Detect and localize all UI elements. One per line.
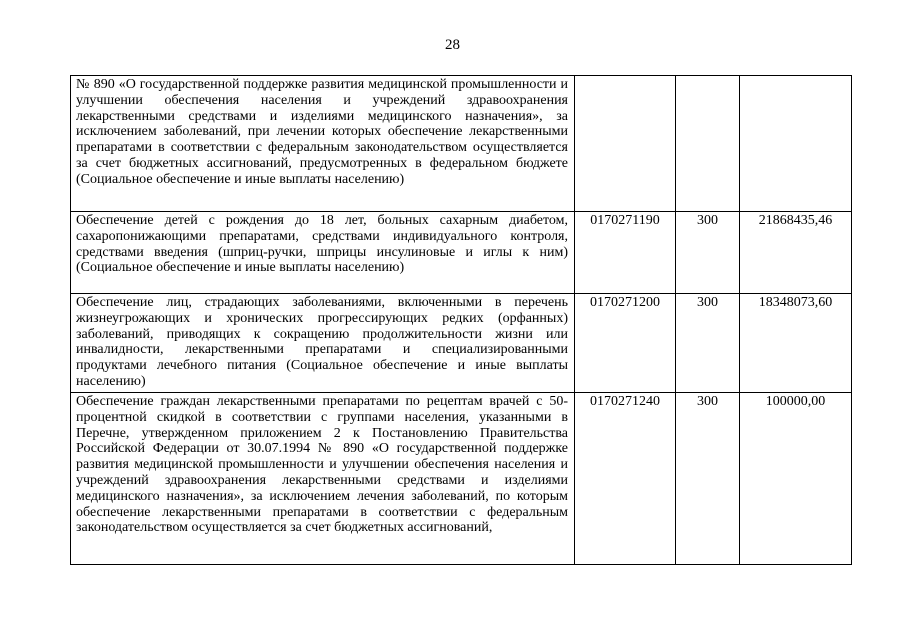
budget-table (70, 75, 852, 565)
row-kind (676, 76, 740, 212)
row-kind: 300 (676, 212, 740, 294)
row-code: 0170271190 (575, 212, 676, 294)
table-row (71, 212, 852, 294)
row-kind: 300 (676, 393, 740, 565)
page-number: 28 (445, 37, 460, 53)
row-description: № 890 «О государственной поддержке развития медицинской промышленности и улучшении обеспечения населения и учреждений здравоохранения лекарственными средствами и изделиями медицинского назначения», за исключением заболеваний, при лечении которых обеспечение лекарственными препаратами в соответствии с федеральным законодательством осуществляется за счет бюджетных ассигнований, предусмотренных в федеральном бюджете (Социальное обеспечение и иные выплаты населению) (71, 76, 575, 212)
row-description: Обеспечение лиц, страдающих заболеваниями, включенными в перечень жизнеугрожающих и хронических прогрессирующих редких (орфанных) заболеваний, приводящих к сокращению продолжительности жизни или инвалидности, лекарственными препаратами и специализированными продуктами лечебного питания (Социальное обеспечение и иные выплаты населению) (71, 294, 575, 393)
row-amount: 21868435,46 (740, 212, 852, 294)
row-description-cell (71, 393, 575, 565)
row-kind: 300 (676, 294, 740, 393)
table-row (71, 294, 852, 393)
row-description: Обеспечение граждан лекарственными препаратами по рецептам врачей с 50-процентной скидкой в соответствии с группами населения, указанными в Перечне, утвержденном приложением 2 к Постановлению Правительства Российской Федерации от 30.07.1994 № 890 «О государственной поддержке развития медицинской промышленности и улучшении обеспечения населения и учреждений здравоохранения лекарственными средствами и изделиями медицинского назначения», за исключением лечения заболеваний, по которым обеспечение лекарственными препаратами в соответствии с федеральным законодательством осуществляется за счет бюджетных ассигнований, (76, 394, 568, 536)
row-amount: 18348073,60 (740, 294, 852, 393)
row-description: Обеспечение детей с рождения до 18 лет, больных сахарным диабетом, сахаропонижающими препаратами, средствами индивидуального контроля, средствами введения (шприц-ручки, шприцы инсулиновые и иглы к ним) (Социальное обеспечение и иные выплаты населению) (71, 212, 575, 294)
table-row (71, 393, 852, 565)
row-code: 0170271240 (575, 393, 676, 565)
row-code (575, 76, 676, 212)
table-row (71, 76, 852, 212)
row-amount: 100000,00 (740, 393, 852, 565)
row-amount (740, 76, 852, 212)
row-code: 0170271200 (575, 294, 676, 393)
